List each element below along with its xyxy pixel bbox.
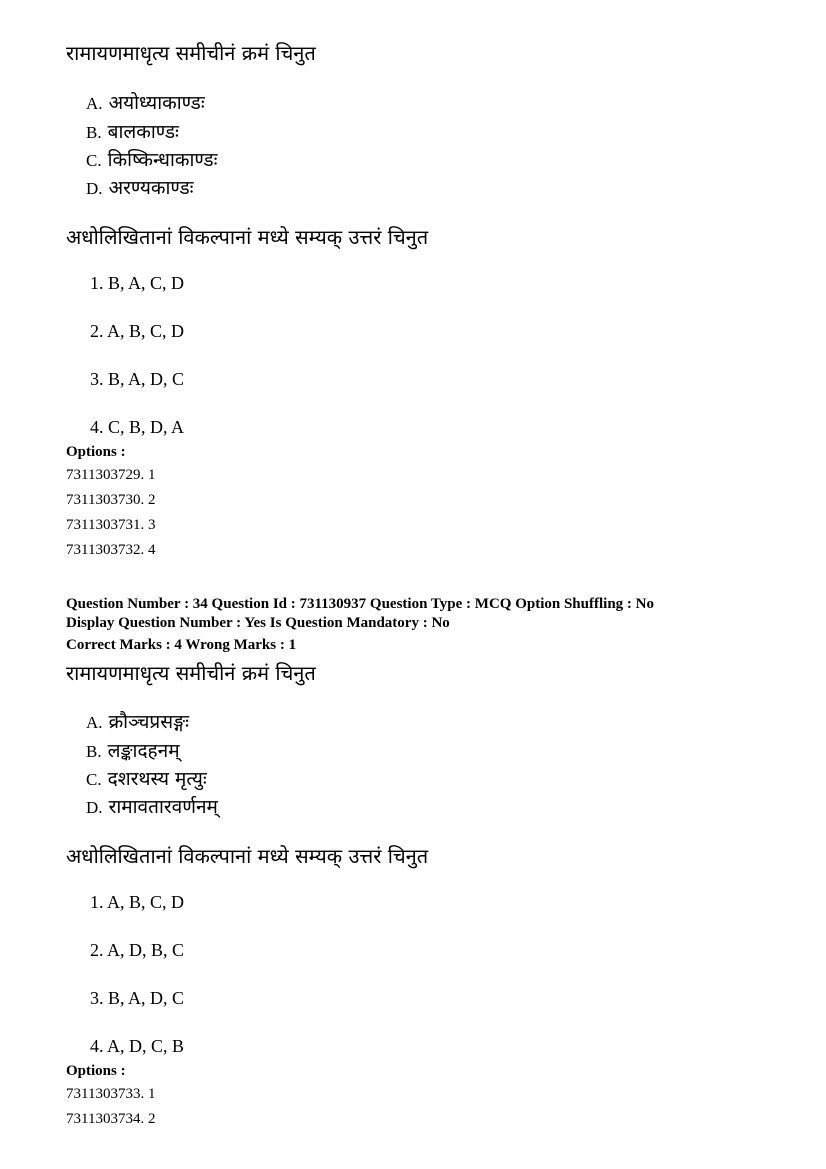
item-letter: C. [86,151,102,170]
list-item [86,147,217,174]
item-text: किष्किन्धाकाण्डः [107,149,218,171]
list-item [86,709,189,736]
options-label: Options : [66,444,126,460]
option-id: 7311303732. 4 [66,542,156,558]
answer-choice-4: 4. A, D, C, B [90,1036,185,1056]
item-text: अयोध्याकाण्डः [108,92,205,114]
question-text: रामायणमाधृत्य समीचीनं क्रमं चिनुत [66,41,316,65]
option-id: 7311303730. 2 [66,492,156,508]
item-letter: B. [86,123,102,142]
list-item [86,794,218,821]
list-item [86,175,193,202]
list-item [86,766,207,793]
instruction-text: अधोलिखितानां विकल्पानां मध्ये सम्यक् उत्तरं चिनुत [66,844,429,868]
item-letter: D. [86,798,103,817]
item-text: बालकाण्डः [107,121,179,143]
item-text: रामावतारवर्णनम् [108,796,218,818]
option-id: 7311303729. 1 [66,467,156,483]
item-letter: D. [86,179,103,198]
item-text: दशरथस्य मृत्युः [107,768,207,790]
item-letter: C. [86,770,102,789]
answer-choice-1: 1. B, A, C, D [90,273,185,293]
answer-choice-3: 3. B, A, D, C [90,369,185,389]
instruction-text: अधोलिखितानां विकल्पानां मध्ये सम्यक् उत्तरं चिनुत [66,225,429,249]
item-letter: A. [86,94,103,113]
answer-choice-1: 1. A, B, C, D [90,892,185,912]
item-text: अरण्यकाण्डः [108,177,194,199]
item-text: लङ्कादहनम् [107,740,180,762]
answer-choice-2: 2. A, D, B, C [90,940,185,960]
item-text: क्रौञ्चप्रसङ्गः [108,711,189,733]
answer-choice-3: 3. B, A, D, C [90,988,185,1008]
answer-choice-4: 4. C, B, D, A [90,417,185,437]
question-meta-line-3: Correct Marks : 4 Wrong Marks : 1 [66,637,297,653]
option-id: 7311303731. 3 [66,517,156,533]
list-item [86,119,179,146]
list-item [86,738,180,765]
item-letter: A. [86,713,103,732]
question-text: रामायणमाधृत्य समीचीनं क्रमं चिनुत [66,661,316,685]
answer-choice-2: 2. A, B, C, D [90,321,185,341]
question-meta-line-1: Question Number : 34 Question Id : 731130937 Question Type : MCQ Option Shuffling : No [66,596,654,612]
option-id: 7311303734. 2 [66,1111,156,1127]
question-meta-line-2: Display Question Number : Yes Is Question Mandatory : No [66,615,450,631]
item-letter: B. [86,742,102,761]
option-id: 7311303733. 1 [66,1086,156,1102]
options-label: Options : [66,1063,126,1079]
list-item [86,90,205,117]
